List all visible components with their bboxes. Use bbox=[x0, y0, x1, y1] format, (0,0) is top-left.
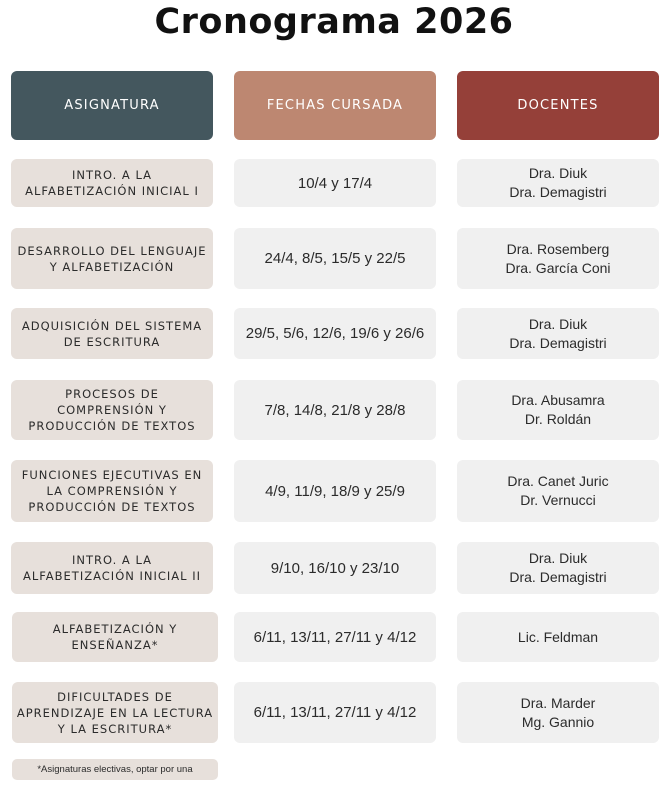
dates-cell: 6/11, 13/11, 27/11 y 4/12 bbox=[234, 682, 436, 743]
header-teachers: DOCENTES bbox=[457, 71, 659, 140]
subject-cell: INTRO. A LA ALFABETIZACIÓN INICIAL II bbox=[11, 542, 213, 594]
subject-cell: ADQUISICIÓN DEL SISTEMA DE ESCRITURA bbox=[11, 308, 213, 359]
teacher-name: Dra. García Coni bbox=[505, 259, 611, 276]
teacher-name: Dra. Abusamra bbox=[511, 392, 605, 408]
teachers-cell bbox=[457, 682, 659, 743]
subject-cell: DIFICULTADES DE APRENDIZAJE EN LA LECTURA Y LA ESCRITURA* bbox=[12, 682, 218, 743]
teacher-name: Dra. Canet Juric bbox=[507, 473, 609, 489]
header-subject: ASIGNATURA bbox=[11, 71, 213, 140]
teachers-cell bbox=[457, 460, 659, 522]
dates-cell: 6/11, 13/11, 27/11 y 4/12 bbox=[234, 612, 436, 662]
footnote: *Asignaturas electivas, optar por una bbox=[12, 759, 218, 780]
teacher-name: Dra. Rosemberg bbox=[506, 240, 610, 257]
dates-cell: 24/4, 8/5, 15/5 y 22/5 bbox=[234, 228, 436, 289]
subject-cell: DESARROLLO DEL LENGUAJE Y ALFABETIZACIÓN bbox=[11, 228, 213, 289]
page-title: Cronograma 2026 bbox=[154, 2, 514, 42]
teachers-cell bbox=[457, 308, 659, 359]
subject-cell: INTRO. A LA ALFABETIZACIÓN INICIAL I bbox=[11, 159, 213, 207]
dates-cell: 7/8, 14/8, 21/8 y 28/8 bbox=[234, 380, 436, 440]
teacher-name: Dra. Demagistri bbox=[509, 334, 607, 351]
teacher-name: Dra. Diuk bbox=[528, 550, 588, 566]
teacher-name: Mg. Gannio bbox=[521, 713, 595, 730]
dates-cell: 9/10, 16/10 y 23/10 bbox=[234, 542, 436, 594]
teacher-name: Dra. Marder bbox=[520, 694, 596, 711]
teacher-name: Dra. Diuk bbox=[528, 315, 588, 332]
teacher-name: Dr. Vernucci bbox=[520, 492, 596, 508]
dates-cell: 10/4 y 17/4 bbox=[234, 159, 436, 207]
teacher-name: Dra. Diuk bbox=[528, 165, 588, 181]
teacher-name: Lic. Feldman bbox=[517, 628, 599, 645]
header-dates: FECHAS CURSADA bbox=[234, 71, 436, 140]
dates-cell: 4/9, 11/9, 18/9 y 25/9 bbox=[234, 460, 436, 522]
teacher-name: Dra. Demagistri bbox=[509, 569, 607, 585]
teachers-cell bbox=[457, 612, 659, 662]
subject-cell: PROCESOS DE COMPRENSIÓN Y PRODUCCIÓN DE TEXTOS bbox=[11, 380, 213, 440]
teacher-name: Dr. Roldán bbox=[524, 411, 592, 427]
dates-cell: 29/5, 5/6, 12/6, 19/6 y 26/6 bbox=[234, 308, 436, 359]
subject-cell: FUNCIONES EJECUTIVAS EN LA COMPRENSIÓN Y PRODUCCIÓN DE TEXTOS bbox=[11, 460, 213, 522]
teacher-name: Dra. Demagistri bbox=[509, 184, 607, 200]
teachers-cell bbox=[457, 159, 659, 207]
subject-cell: ALFABETIZACIÓN Y ENSEÑANZA* bbox=[12, 612, 218, 662]
teachers-cell bbox=[457, 542, 659, 594]
teachers-cell bbox=[457, 380, 659, 440]
teachers-cell bbox=[457, 228, 659, 289]
